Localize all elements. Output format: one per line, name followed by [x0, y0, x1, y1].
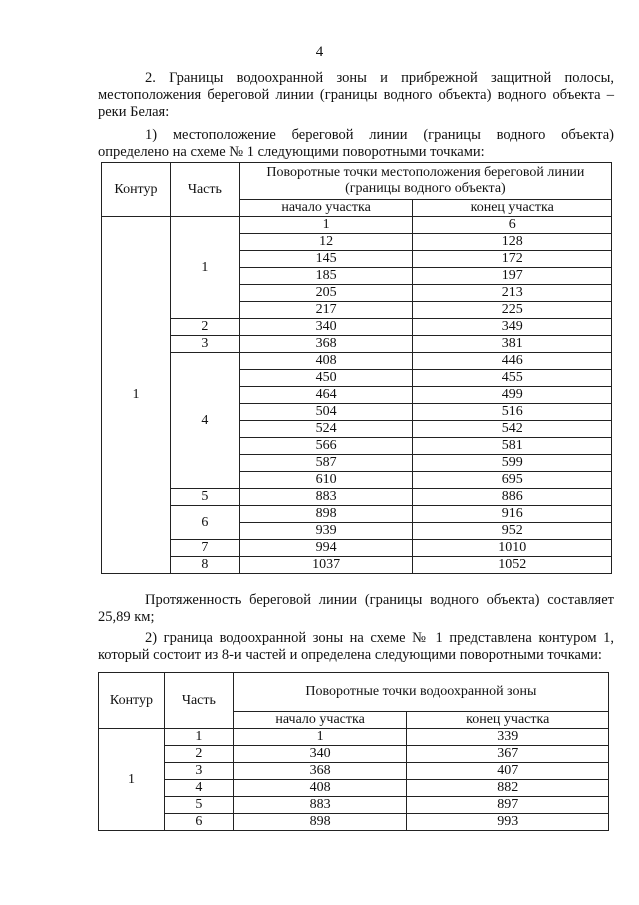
part-cell: 3	[170, 336, 239, 353]
paragraph-shoreline-text: 1) местоположение береговой линии (границы водного объекта) определено на схеме № 1 следующими поворотными точками:	[98, 127, 614, 160]
end-cell: 599	[413, 455, 612, 472]
end-cell: 886	[413, 489, 612, 506]
contour-cell: 1	[99, 729, 165, 831]
paragraph-boundaries	[98, 70, 614, 121]
table-row	[99, 729, 609, 746]
table-row	[102, 336, 612, 353]
start-cell: 994	[239, 540, 413, 557]
end-cell: 916	[413, 506, 612, 523]
header-part: Часть	[164, 673, 233, 729]
header-end: конец участка	[413, 200, 612, 217]
start-cell: 898	[239, 506, 413, 523]
start-cell: 1	[233, 729, 407, 746]
part-cell: 2	[164, 746, 233, 763]
end-cell: 349	[413, 319, 612, 336]
shoreline-points-table	[101, 162, 612, 574]
start-cell: 504	[239, 404, 413, 421]
start-cell: 610	[239, 472, 413, 489]
part-cell: 1	[164, 729, 233, 746]
part-cell: 6	[170, 506, 239, 540]
start-cell: 185	[239, 268, 413, 285]
end-cell: 407	[407, 763, 609, 780]
part-cell: 2	[170, 319, 239, 336]
end-cell: 213	[413, 285, 612, 302]
end-cell: 952	[413, 523, 612, 540]
end-cell: 499	[413, 387, 612, 404]
header-start: начало участка	[239, 200, 413, 217]
table-row	[102, 489, 612, 506]
end-cell: 1052	[413, 557, 612, 574]
table-row	[102, 319, 612, 336]
start-cell: 408	[239, 353, 413, 370]
header-points: Поворотные точки водоохранной зоны	[233, 673, 608, 712]
part-cell: 8	[170, 557, 239, 574]
end-cell: 339	[407, 729, 609, 746]
part-cell: 6	[164, 814, 233, 831]
start-cell: 340	[239, 319, 413, 336]
start-cell: 408	[233, 780, 407, 797]
paragraph-water-zone-text: 2) граница водоохранной зоны на схеме № 1 представлена контуром 1, который состоит из 8-и частей и определена следующими поворотными точками:	[98, 630, 614, 663]
table-row	[102, 217, 612, 234]
part-cell: 1	[170, 217, 239, 319]
start-cell: 464	[239, 387, 413, 404]
table-row	[102, 353, 612, 370]
start-cell: 368	[239, 336, 413, 353]
header-contour: Контур	[102, 163, 171, 217]
table-row	[99, 797, 609, 814]
end-cell: 128	[413, 234, 612, 251]
start-cell: 217	[239, 302, 413, 319]
part-cell: 3	[164, 763, 233, 780]
paragraph-boundaries-text: 2. Границы водоохранной зоны и прибрежной защитной полосы, местоположения береговой линии (границы водного объекта) водного объекта – реки Белая:	[98, 70, 614, 120]
water-zone-points-table	[98, 672, 609, 831]
page-number: 4	[315, 44, 324, 60]
start-cell: 12	[239, 234, 413, 251]
start-cell: 1	[239, 217, 413, 234]
start-cell: 1037	[239, 557, 413, 574]
table-row	[99, 814, 609, 831]
start-cell: 205	[239, 285, 413, 302]
end-cell: 581	[413, 438, 612, 455]
end-cell: 695	[413, 472, 612, 489]
end-cell: 1010	[413, 540, 612, 557]
table-row	[102, 557, 612, 574]
end-cell: 367	[407, 746, 609, 763]
header-contour: Контур	[99, 673, 165, 729]
start-cell: 939	[239, 523, 413, 540]
start-cell: 883	[239, 489, 413, 506]
end-cell: 172	[413, 251, 612, 268]
end-cell: 542	[413, 421, 612, 438]
start-cell: 898	[233, 814, 407, 831]
end-cell: 225	[413, 302, 612, 319]
paragraph-shoreline	[98, 127, 614, 161]
header-start: начало участка	[233, 712, 407, 729]
start-cell: 340	[233, 746, 407, 763]
paragraph-length	[98, 592, 614, 626]
paragraph-length-text: Протяженность береговой линии (границы водного объекта) составляет 25,89 км;	[98, 592, 614, 625]
end-cell: 882	[407, 780, 609, 797]
start-cell: 587	[239, 455, 413, 472]
header-points: Поворотные точки местоположения береговой линии (границы водного объекта)	[239, 163, 611, 200]
part-cell: 4	[164, 780, 233, 797]
part-cell: 5	[170, 489, 239, 506]
start-cell: 883	[233, 797, 407, 814]
start-cell: 145	[239, 251, 413, 268]
end-cell: 516	[413, 404, 612, 421]
start-cell: 368	[233, 763, 407, 780]
start-cell: 524	[239, 421, 413, 438]
paragraph-water-zone	[98, 630, 614, 664]
end-cell: 993	[407, 814, 609, 831]
end-cell: 6	[413, 217, 612, 234]
end-cell: 381	[413, 336, 612, 353]
end-cell: 897	[407, 797, 609, 814]
start-cell: 450	[239, 370, 413, 387]
table-row	[102, 540, 612, 557]
contour-cell: 1	[102, 217, 171, 574]
header-part: Часть	[170, 163, 239, 217]
start-cell: 566	[239, 438, 413, 455]
part-cell: 5	[164, 797, 233, 814]
table-row	[102, 506, 612, 523]
end-cell: 446	[413, 353, 612, 370]
part-cell: 7	[170, 540, 239, 557]
part-cell: 4	[170, 353, 239, 489]
table-row	[99, 763, 609, 780]
end-cell: 197	[413, 268, 612, 285]
end-cell: 455	[413, 370, 612, 387]
header-end: конец участка	[407, 712, 609, 729]
table-row	[99, 746, 609, 763]
table-row	[99, 780, 609, 797]
